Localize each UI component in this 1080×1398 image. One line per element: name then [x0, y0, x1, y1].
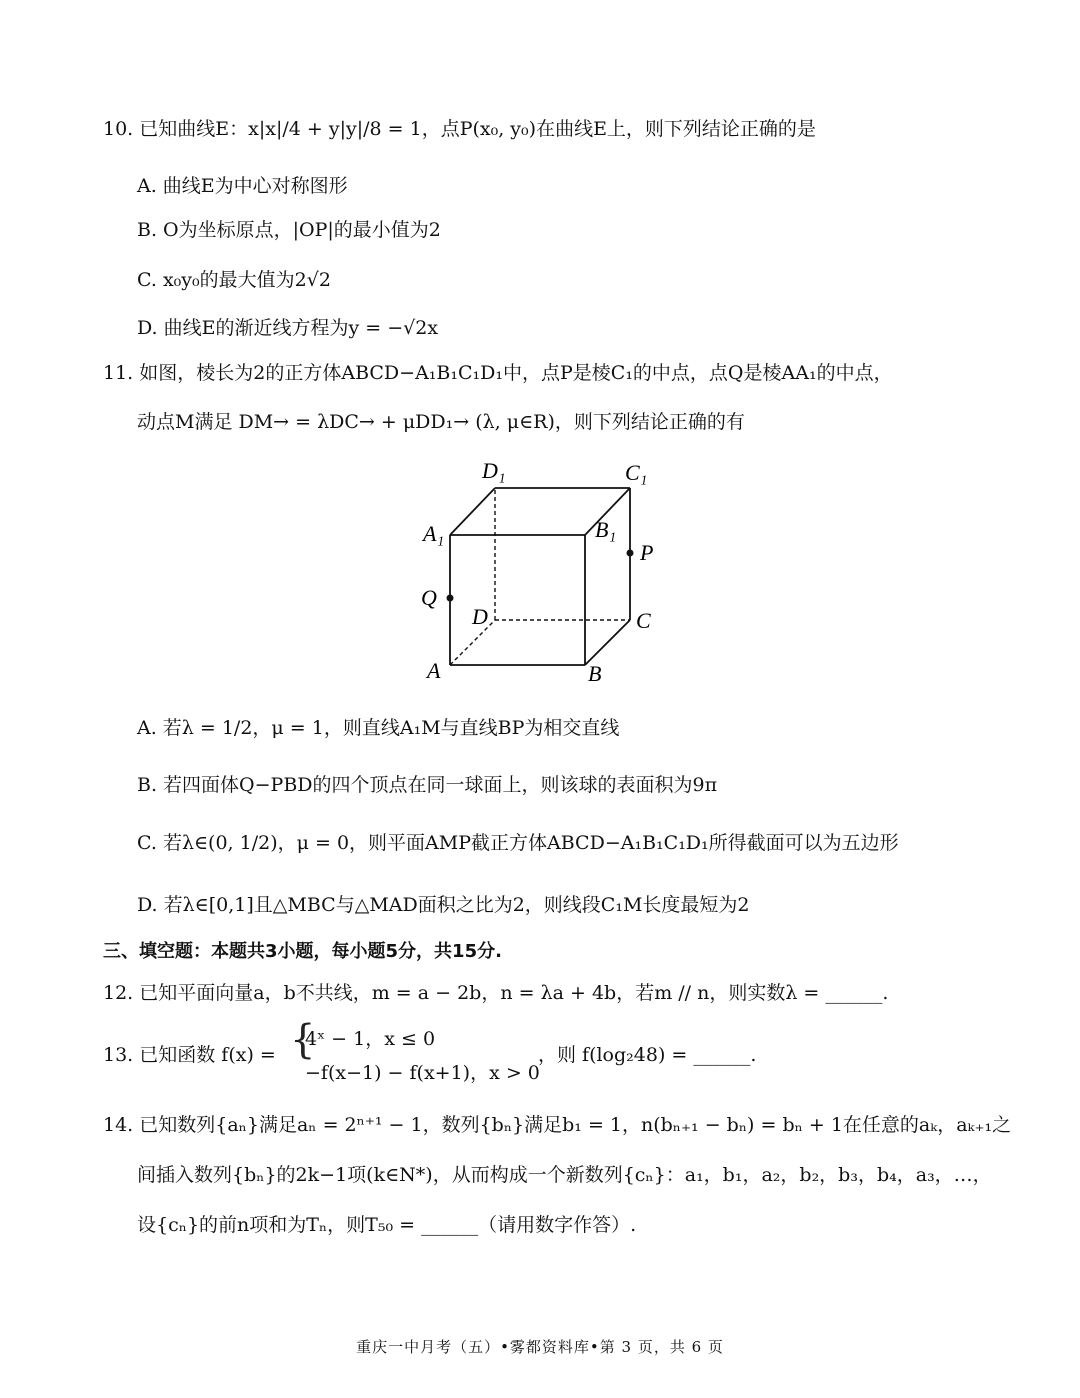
q11-stem-line2: 动点M满足 DM→ = λDC→ + μDD₁→ (λ, μ∈R)，则下列结论正确的有 — [137, 411, 745, 433]
label-a: A — [427, 658, 441, 683]
q14-line2: 间插入数列{bₙ}的2k−1项(k∈N*)，从而构成一个新数列{cₙ}：a₁，b₁，a₂，b₂，b₃，b₄，a₃，…， — [137, 1164, 992, 1186]
label-d1: D₁ — [482, 458, 506, 483]
q13-suffix: ，则 f(log₂48) = ______. — [538, 1044, 757, 1066]
q13-case1: 4ˣ − 1，x ≤ 0 — [305, 1028, 436, 1050]
label-a1: A₁ — [423, 521, 445, 546]
q11-option-b: B. 若四面体Q−PBD的四个顶点在同一球面上，则该球的表面积为9π — [137, 774, 718, 796]
q13-case2: −f(x−1) − f(x+1)，x > 0 — [305, 1062, 540, 1084]
q10-option-c: C. x₀y₀的最大值为2√2 — [137, 269, 331, 291]
q11-option-c: C. 若λ∈(0, 1/2)，μ = 0，则平面AMP截正方体ABCD−A₁B₁C₁D₁所得截面可以为五边形 — [137, 832, 899, 854]
label-b1: B₁ — [595, 517, 617, 542]
q11-option-a: A. 若λ = 1/2，μ = 1，则直线A₁M与直线BP为相交直线 — [137, 717, 620, 739]
label-p: P — [640, 540, 654, 565]
page-footer: 重庆一中月考（五）•雾都资料库•第 3 页，共 6 页 — [356, 1338, 724, 1356]
point-p — [627, 550, 634, 557]
q10-option-a: A. 曲线E为中心对称图形 — [137, 175, 348, 197]
q10-option-d: D. 曲线E的渐近线方程为y = −√2x — [137, 317, 439, 339]
label-c: C — [636, 608, 651, 633]
section-heading: 三、填空题：本题共3小题，每小题5分，共15分. — [103, 941, 502, 962]
point-q — [447, 595, 454, 602]
q14-line1: 14. 已知数列{aₙ}满足aₙ = 2ⁿ⁺¹ − 1，数列{bₙ}满足b₁ = 1，n(bₙ₊₁ − bₙ) = bₙ + 1在任意的aₖ，aₖ₊₁之 — [103, 1114, 1012, 1136]
q12: 12. 已知平面向量a，b不共线，m = a − 2b，n = λa + 4b，若m // n，则实数λ = ______. — [103, 982, 889, 1004]
cube-figure — [418, 455, 663, 687]
q10-option-b: B. O为坐标原点，|OP|的最小值为2 — [137, 219, 441, 241]
label-b: B — [588, 661, 602, 686]
q11-stem-line1: 11. 如图，棱长为2的正方体ABCD−A₁B₁C₁D₁中，点P是棱C₁的中点，点Q是棱AA₁的中点， — [103, 362, 893, 384]
q13-prefix: 13. 已知函数 f(x) = — [103, 1044, 276, 1066]
label-q: Q — [421, 585, 437, 610]
q10-stem: 10. 已知曲线E：x|x|/4 + y|y|/8 = 1，点P(x₀, y₀)在曲线E上，则下列结论正确的是 — [103, 118, 816, 140]
brace-icon: { — [290, 1017, 316, 1063]
label-c1: C₁ — [625, 460, 648, 485]
label-d: D — [472, 604, 488, 629]
q14-line3: 设{cₙ}的前n项和为Tₙ，则T₅₀ = ______（请用数字作答）. — [137, 1214, 637, 1236]
q11-option-d: D. 若λ∈[0,1]且△MBC与△MAD面积之比为2，则线段C₁M长度最短为2 — [137, 894, 750, 916]
